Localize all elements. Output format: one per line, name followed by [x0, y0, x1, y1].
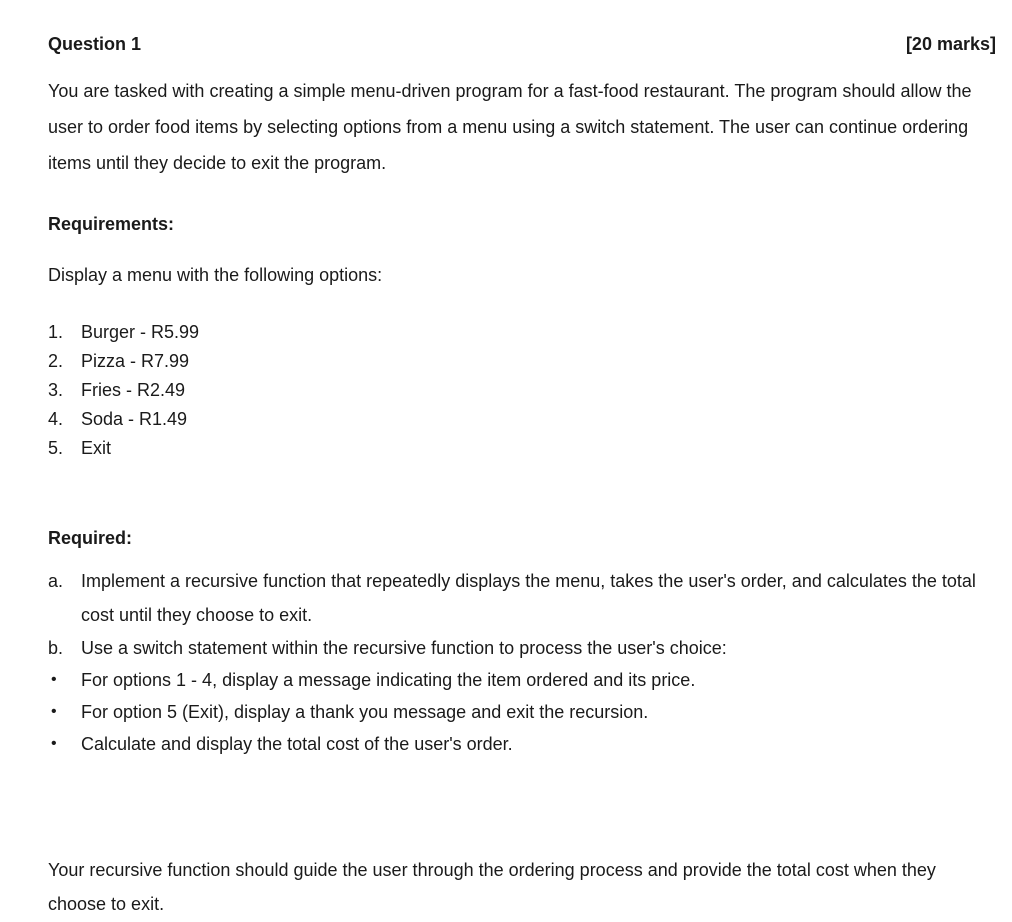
list-text: For options 1 - 4, display a message indicating the item ordered and its price. [81, 670, 696, 690]
bullet-icon: • [51, 735, 57, 752]
required-list [48, 564, 996, 760]
list-text: Burger - R5.99 [81, 322, 200, 342]
menu-option-fries [48, 376, 199, 405]
list-text: Fries - R2.49 [81, 380, 186, 400]
bullet-icon: • [51, 671, 57, 688]
bullet-icon: • [51, 703, 57, 720]
list-number: 5. [48, 438, 64, 458]
required-item-a [48, 564, 996, 632]
menu-option-pizza [48, 347, 199, 376]
list-text: For option 5 (Exit), display a thank you message and exit the recursion. [81, 702, 649, 722]
list-letter: a. [48, 571, 64, 591]
question-title: Question 1 [48, 34, 142, 54]
list-text: Use a switch statement within the recursive function to process the user's choice: [81, 638, 727, 658]
required-bullet-3 [48, 728, 996, 760]
menu-option-exit [48, 434, 199, 463]
list-text: Soda - R1.49 [81, 409, 188, 429]
list-letter: b. [48, 638, 64, 658]
list-text: Exit [81, 438, 112, 458]
list-text: Calculate and display the total cost of the user's order. [81, 734, 513, 754]
list-number: 3. [48, 380, 64, 400]
display-menu-line: Display a menu with the following options: [48, 265, 383, 285]
closing-paragraph: Your recursive function should guide the user through the ordering process and provide the total cost when they choose to exit. [48, 860, 936, 914]
menu-option-burger [48, 318, 199, 347]
list-text: Pizza - R7.99 [81, 351, 190, 371]
question-marks: [20 marks] [905, 34, 996, 54]
required-bullet-1 [48, 664, 996, 696]
intro-paragraph: You are tasked with creating a simple menu-driven program for a fast-food restaurant. The program should allow the user to order food items by selecting options from a menu using a switch statement. The user can continue ordering items until they decide to exit the program. [48, 81, 972, 173]
required-item-b [48, 632, 996, 664]
required-heading: Required: [48, 528, 133, 548]
requirements-heading: Requirements: [48, 214, 175, 234]
menu-options-list [48, 318, 199, 463]
list-number: 2. [48, 351, 64, 371]
menu-option-soda [48, 405, 199, 434]
list-text: Implement a recursive function that repeatedly displays the menu, takes the user's order, and calculates the total cost until they choose to exit. [81, 571, 976, 625]
required-bullet-2 [48, 696, 996, 728]
question-header [48, 33, 996, 55]
list-number: 1. [48, 322, 64, 342]
list-number: 4. [48, 409, 64, 429]
